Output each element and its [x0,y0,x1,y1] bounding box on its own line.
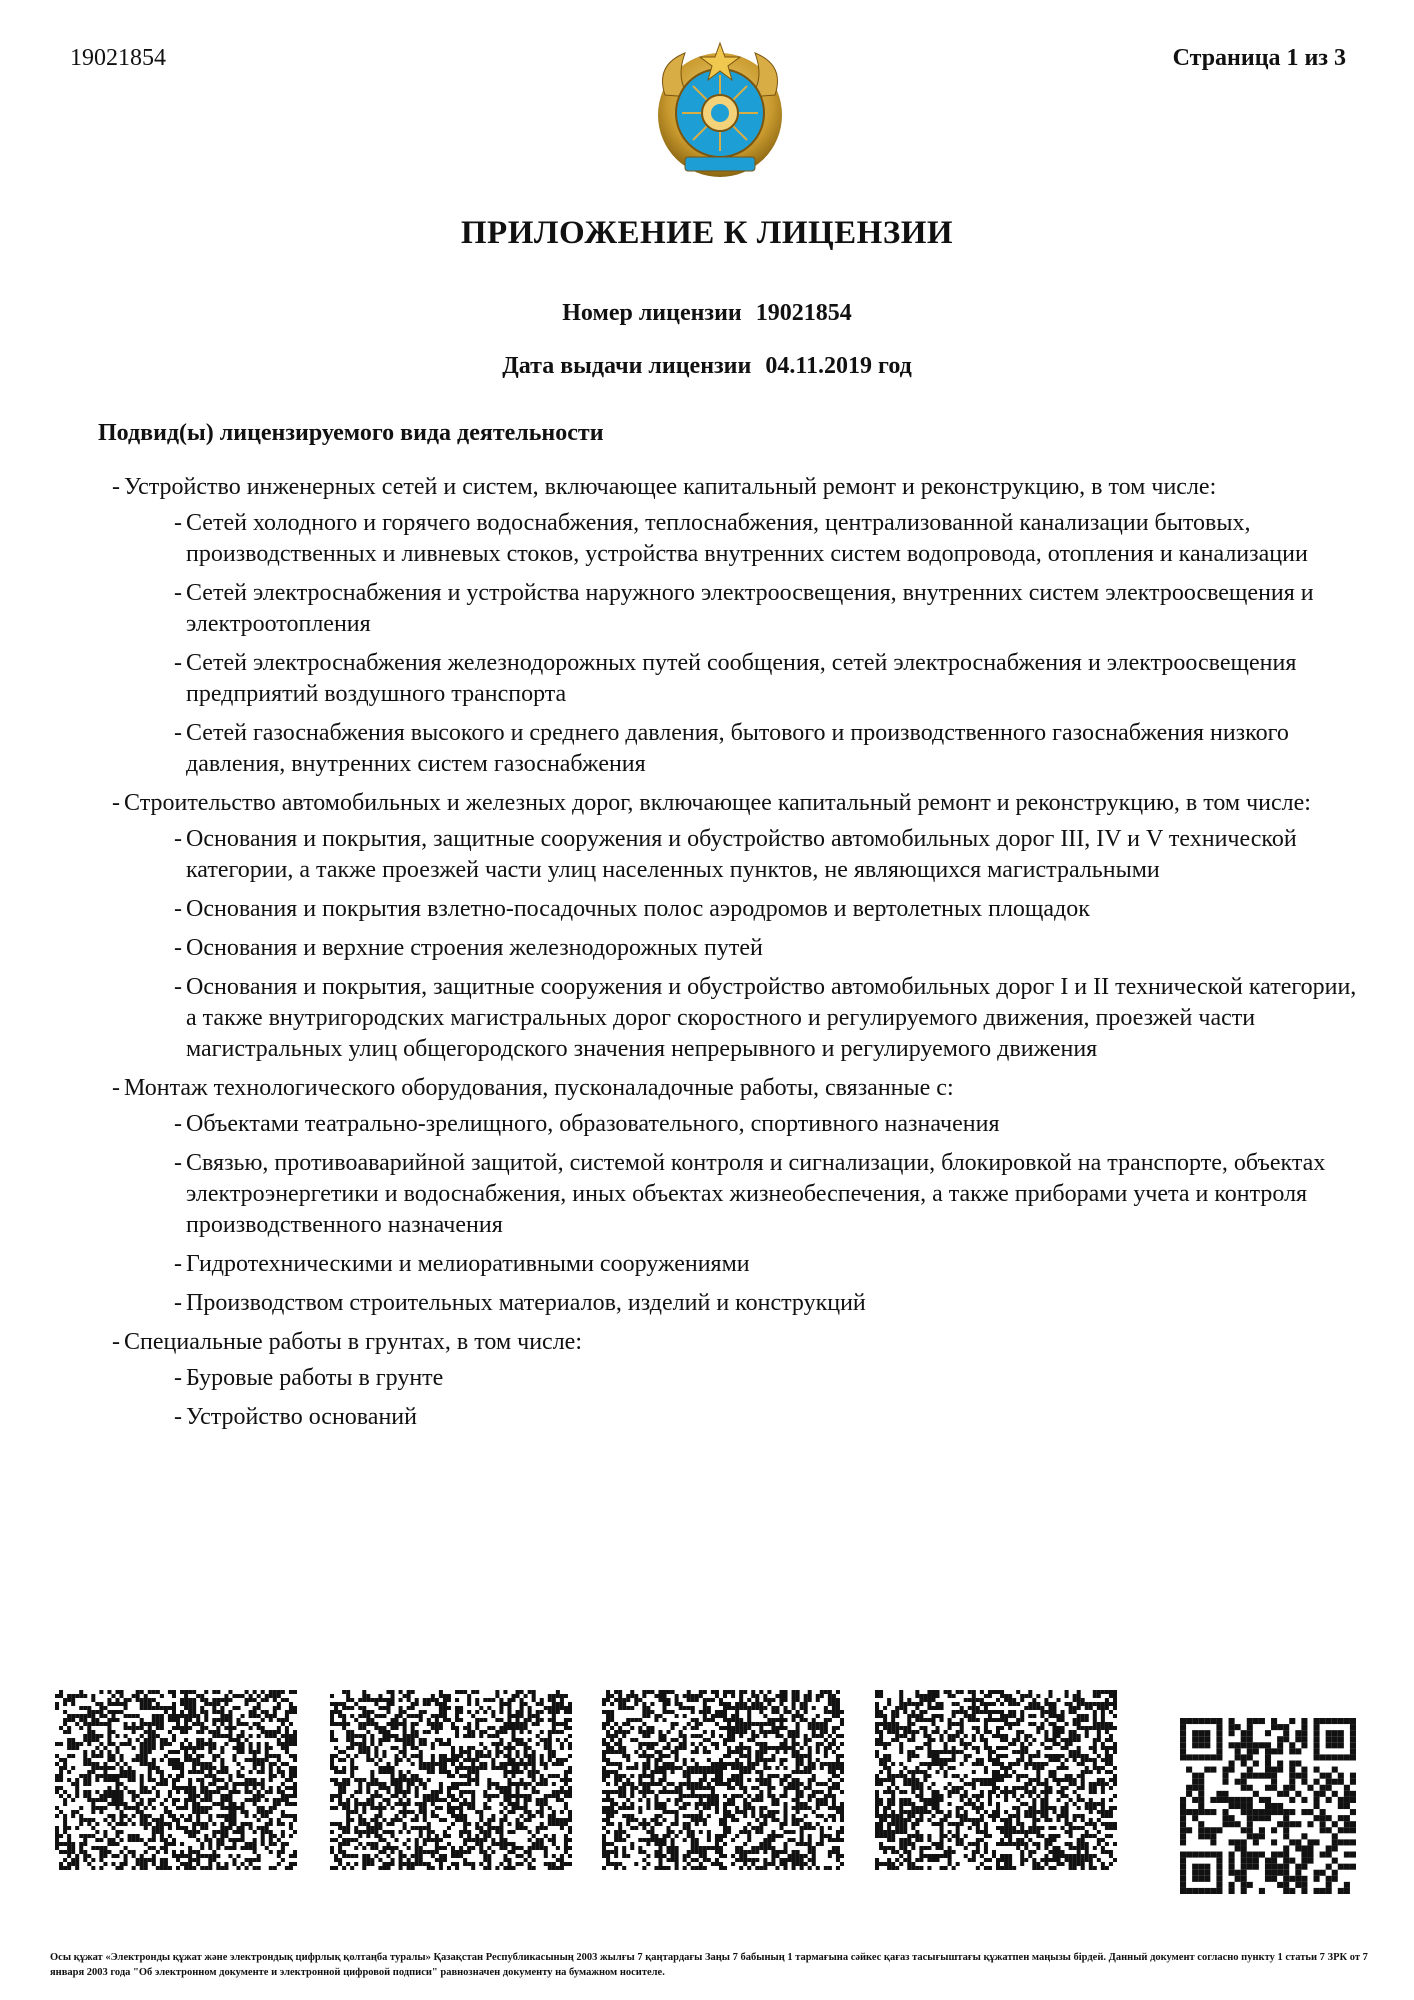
sub-activity-item: - Основания и покрытия взлетно-посадочных полос аэродромов и вертолетных площадок [174,896,1090,922]
sub-activity-item: - Сетей электроснабжения и устройства наружного электроосвещения, внутренних систем электроосвещения и электроотопления [174,580,1314,637]
sub-activity-item: - Основания и верхние строения железнодорожных путей [174,935,763,961]
activity-label: Монтаж технологического оборудования, пусконаладочные работы, связанные с: [124,1075,954,1101]
sub-activity-list [174,824,1362,1065]
issue-date-line [0,353,1414,380]
sub-activity-item: - Сетей электроснабжения железнодорожных путей сообщения, сетей электроснабжения и электроосвещения предприятий воздушного транспорта [174,650,1297,707]
page-indicator: Страница 1 из 3 [1172,45,1346,71]
activity-item: - Монтаж технологического оборудования, пусконаладочные работы, связанные с: - Объектами театрально-зрелищного, образовательного, спортивного назначения - Связью, противоаварийной защитой, системой контроля и сигнализации, блокировкой на транспорте, объектах электроэнергетики и водоснабжения, иных объектах жизнеобеспечения, а также приборами учета и контроля производственного назначения - Гидротехническими и мелиоративными сооружениями - Производством строительных материалов, изделий и конструкций [112,1073,1362,1319]
sub-activity-list [174,508,1362,780]
state-emblem-icon [645,35,795,185]
qr-code-icon [1180,1718,1356,1894]
2d-barcode-icon [875,1690,1117,1870]
sub-activity-list [174,1363,1362,1433]
sub-activity-item: - Сетей газоснабжения высокого и среднего давления, бытового и производственного газоснабжения низкого давления, внутренних систем газоснабжения [174,720,1289,777]
sub-activity-item: - Связью, противоаварийной защитой, системой контроля и сигнализации, блокировкой на транспорте, объектах электроэнергетики и водоснабжения, иных объектах жизнеобеспечения, а также приборами учета и контроля производственного назначения [174,1150,1326,1238]
activity-item: - Устройство инженерных сетей и систем, включающее капитальный ремонт и реконструкцию, в том числе: - Сетей холодного и горячего водоснабжения, теплоснабжения, централизованной канализации бытовых, производственных и ливневых стоков, устройства внутренних систем водопровода, отопления и канализации - Сетей электроснабжения и устройства наружного электроосвещения, внутренних систем электроосвещения и электроотопления - Сетей электроснабжения железнодорожных путей сообщения, сетей электроснабжения и электроосвещения предприятий воздушного транспорта - Сетей газоснабжения высокого и среднего давления, бытового и производственного газоснабжения низкого давления, внутренних систем газоснабжения [112,472,1362,780]
2d-barcode-icon [330,1690,572,1870]
license-number-corner: 19021854 [70,45,166,71]
sub-activity-item: - Объектами театрально-зрелищного, образовательного, спортивного назначения [174,1111,1000,1137]
issue-date-value: 04.11.2019 год [765,353,912,379]
sub-activity-item: - Основания и покрытия, защитные сооружения и обустройство автомобильных дорог I и II технической категории, а также внутригородских магистральных дорог скоростного и регулируемого движения, проезжей части магистральных улиц общегородского значения непрерывного и регулируемого движения [174,974,1357,1062]
activity-item: - Строительство автомобильных и железных дорог, включающее капитальный ремонт и реконструкцию, в том числе: - Основания и покрытия, защитные сооружения и обустройство автомобильных дорог III, IV и V технической категории, а также проезжей части улиц населенных пунктов, не являющихся магистральными - Основания и покрытия взлетно-посадочных полос аэродромов и вертолетных площадок - Основания и верхние строения железнодорожных путей - Основания и покрытия, защитные сооружения и обустройство автомобильных дорог I и II технической категории, а также внутригородских магистральных дорог скоростного и регулируемого движения, проезжей части магистральных улиц общегородского значения непрерывного и регулируемого движения [112,788,1362,1065]
sub-activity-item: - Гидротехническими и мелиоративными сооружениями [174,1251,750,1277]
sub-activity-list [174,1109,1362,1319]
2d-barcode-icon [55,1690,297,1870]
activity-list [112,472,1362,1441]
sub-activity-item: - Основания и покрытия, защитные сооружения и обустройство автомобильных дорог III, IV и V технической категории, а также проезжей части улиц населенных пунктов, не являющихся магистральными [174,826,1297,883]
activity-label: Специальные работы в грунтах, в том числе: [124,1329,582,1355]
sub-activity-item: - Буровые работы в грунте [174,1365,444,1391]
license-number-value: 19021854 [755,300,852,326]
sub-activity-item: - Производством строительных материалов, изделий и конструкций [174,1290,866,1316]
document-title: ПРИЛОЖЕНИЕ К ЛИЦЕНЗИИ [460,215,954,251]
2d-barcode-icon [602,1690,844,1870]
issue-date-label: Дата выдачи лицензии [502,353,752,379]
license-number-label: Номер лицензии [562,300,742,326]
activity-label: Строительство автомобильных и железных дорог, включающее капитальный ремонт и реконструкцию, в том числе: [124,790,1311,816]
sub-activity-item: - Устройство оснований [174,1404,417,1430]
section-heading: Подвид(ы) лицензируемого вида деятельности [98,420,604,446]
activity-item: - Специальные работы в грунтах, в том числе: - Буровые работы в грунте - Устройство оснований [112,1327,1362,1433]
activity-label: Устройство инженерных сетей и систем, включающее капитальный ремонт и реконструкцию, в том числе: [124,474,1217,500]
sub-activity-item: - Сетей холодного и горячего водоснабжения, теплоснабжения, централизованной канализации бытовых, производственных и ливневых стоков, устройства внутренних систем водопровода, отопления и канализации [174,510,1308,567]
legal-footer: Осы құжат «Электронды құжат және электрондық цифрлық қолтаңба туралы» Қазақстан Республикасының 2003 жылғы 7 қаңтардағы Заңы 7 бабының 1 тармағына сәйкес қағаз тасығыштағы құжатпен маңызы бірдей. Данный документ согласно пункту 1 статьи 7 ЗРК от 7 января 2003 года "Об электронном документе и электронной цифровой подписи" равнозначен документу на бумажном носителе. [50,1952,1368,1978]
license-number-line [0,300,1414,327]
